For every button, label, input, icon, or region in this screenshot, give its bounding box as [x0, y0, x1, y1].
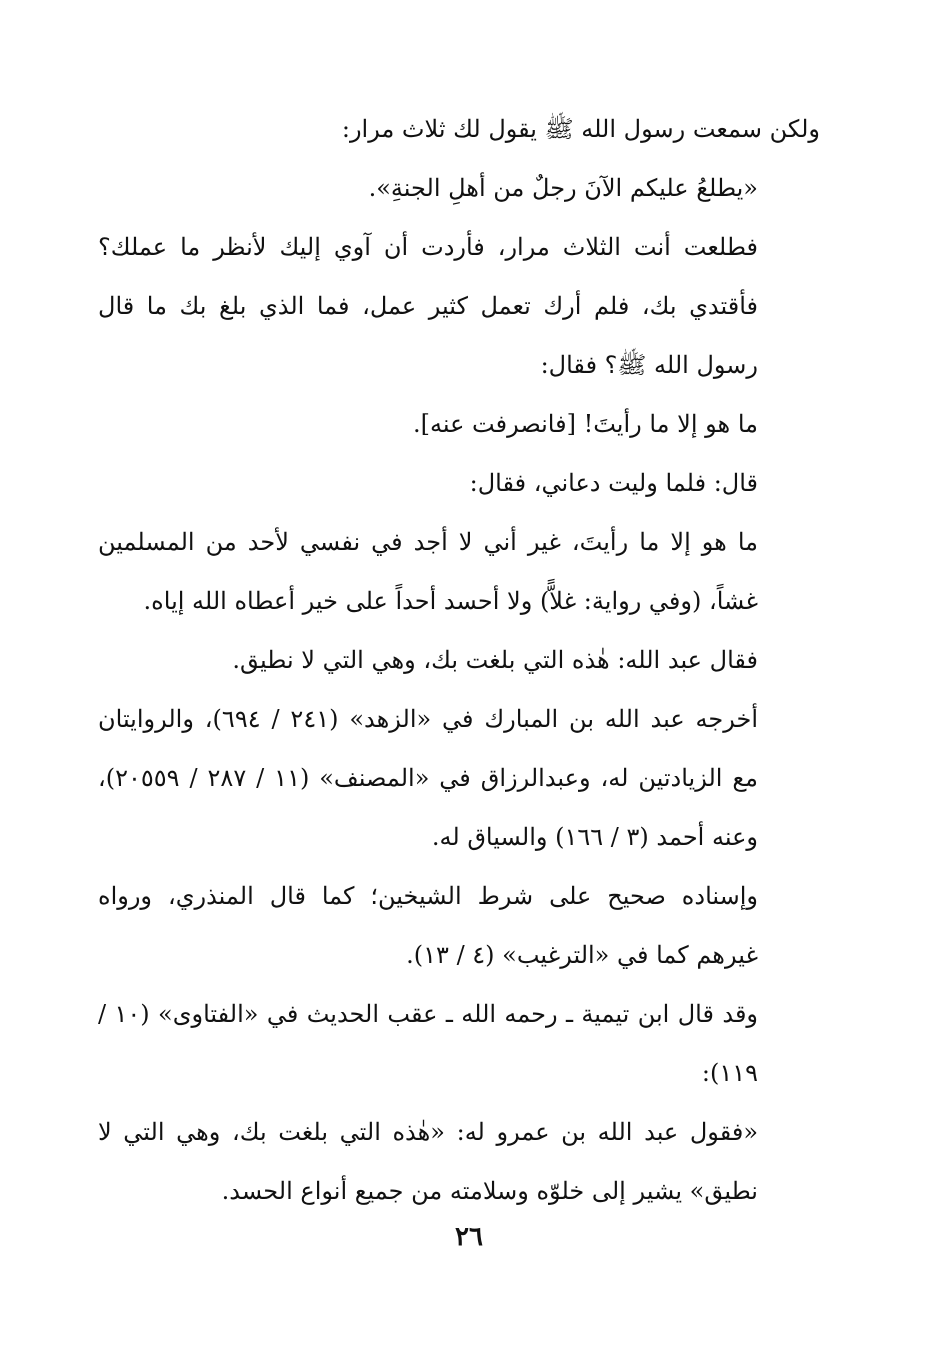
- paragraph-3: فطلعت أنت الثلاث مرار، فأردت أن آوي إليك لأنظر ما عملك؟ فأقتدي بك، فلم أرك تعمل كثير عمل، فما الذي بلغ بك ما قال رسول الله ﷺ؟ فقال:: [98, 233, 758, 379]
- paragraph-2: «يطلعُ عليكم الآنَ رجلٌ من أهلِ الجنةِ».: [368, 174, 758, 202]
- paragraph-4: ما هو إلا ما رأيتَ! [فانصرفت عنه].: [412, 410, 758, 438]
- paragraph-1: ولكن سمعت رسول الله ﷺ يقول لك ثلاث مرار:: [341, 115, 820, 143]
- paragraph-8: أخرجه عبد الله بن المبارك في «الزهد» (٢٤١ / ٦٩٤)، والروايتان مع الزيادتين له، وعبدالرزاق في «المصنف» (١١ / ٢٨٧ / ٢٠٥٥٩)، وعنه أحمد (٣ / ١٦٦) والسياق له.: [98, 705, 759, 851]
- paragraph-7: فقال عبد الله: هٰذه التي بلغت بك، وهي التي لا نطيق.: [232, 646, 758, 674]
- paragraph-9: وإسناده صحيح على شرط الشيخين؛ كما قال المنذري، ورواه غيرهم كما في «الترغيب» (٤ / ١٣).: [98, 882, 758, 969]
- paragraph-6: ما هو إلا ما رأيتَ، غير أني لا أجد في نفسي لأحد من المسلمين غشاً، (وفي رواية: غلاًّ) ولا أحسد أحداً على خير أعطاه الله إياه.: [98, 528, 758, 615]
- paragraph-11: «فقول عبد الله بن عمرو له: «هٰذه التي بلغت بك، وهي التي لا نطيق» يشير إلى خلوّه وسلامته من جميع أنواع الحسد.: [98, 1118, 758, 1205]
- page-body-text: [98, 100, 820, 1221]
- page-number: ٢٦: [455, 1222, 483, 1252]
- paragraph-5: قال: فلما وليت دعاني، فقال:: [469, 469, 758, 497]
- paragraph-10: وقد قال ابن تيمية ـ رحمه الله ـ عقب الحديث في «الفتاوى» (١٠ / ١١٩):: [98, 1000, 759, 1087]
